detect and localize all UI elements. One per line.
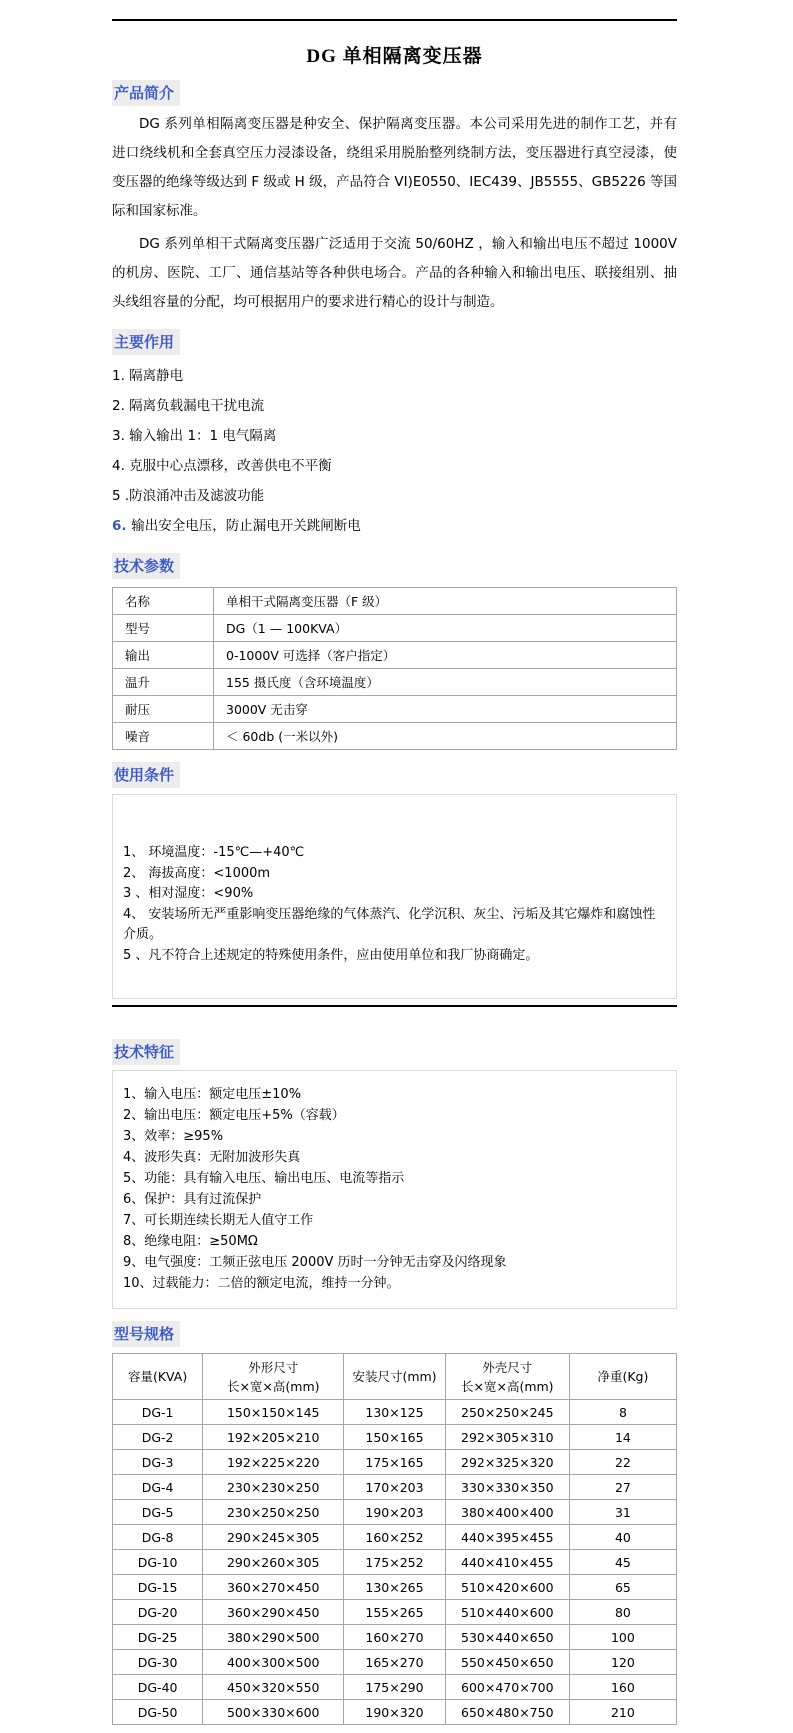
model-cell: 292×305×310 [445,1425,569,1450]
model-row [113,1650,677,1675]
feature-item: 4、波形失真：无附加波形失真 [123,1150,301,1165]
function-item [112,421,677,451]
models-header-shell-line2: 长×宽×高(mm) [461,1378,554,1394]
feature-item: 5、功能：具有输入电压、输出电压、电流等指示 [123,1171,405,1186]
model-cell: 290×260×305 [203,1550,344,1575]
function-item-text: 输出安全电压，防止漏电开关跳闸断电 [131,518,361,534]
tech-param-row [113,669,677,696]
models-header-outline-line2: 长×宽×高(mm) [226,1378,320,1394]
model-name-cell: DG-4 [113,1475,203,1500]
tech-param-value: DG（1 — 100KVA） [214,615,677,642]
model-name-cell: DG-20 [113,1600,203,1625]
model-cell: 175×165 [344,1450,446,1475]
model-cell: 400×300×500 [203,1650,344,1675]
tech-param-label: 温升 [113,669,214,696]
model-cell: 600×470×700 [445,1675,569,1700]
page-title: DG 单相隔离变压器 [306,46,483,67]
model-cell: 192×225×220 [203,1450,344,1475]
model-cell: 160×252 [344,1525,446,1550]
model-row [113,1475,677,1500]
function-item-number: 6. [112,518,132,534]
tech-param-label: 耐压 [113,696,214,723]
model-name-cell: DG-1 [113,1400,203,1425]
condition-item: 3 、相对湿度：<90% [123,886,254,901]
feature-item: 3、效率：≥95% [123,1129,224,1144]
model-cell: 130×125 [344,1400,446,1425]
feature-item: 1、输入电压：额定电压±10% [123,1087,302,1102]
function-item-text: 防浪涌冲击及滤波功能 [129,488,265,504]
function-item-text: 隔离负载漏电干扰电流 [129,398,265,414]
document-content [112,19,677,1733]
model-cell: 120 [569,1650,676,1675]
conditions-box [112,794,677,999]
model-row [113,1525,677,1550]
model-cell: 165×270 [344,1650,446,1675]
model-name-cell: DG-5 [113,1500,203,1525]
model-cell: 440×410×455 [445,1550,569,1575]
model-cell: 8 [569,1400,676,1425]
intro-paragraph-2: DG 系列单相干式隔离变压器广泛适用于交流 50/60HZ ，输入和输出电压不超过 1000V 的机房、医院、工厂、通信基站等各种供电场合。产品的各种输入和输出电压、联接组别、抽头线组容量的分配，均可根据用户的要求进行精心的设计与制造。 [112,236,677,310]
model-row [113,1500,677,1525]
section-heading-intro: 产品简介 [112,80,180,106]
model-cell: 360×290×450 [203,1600,344,1625]
functions-list [112,361,677,541]
models-header-weight: 净重(Kg) [569,1354,676,1400]
model-cell: 190×203 [344,1500,446,1525]
tech-param-value: 155 摄氏度（含环境温度） [214,669,677,696]
models-header-shell-line1: 外壳尺寸 [482,1359,533,1375]
model-name-cell: DG-8 [113,1525,203,1550]
model-cell: 380×400×400 [445,1500,569,1525]
models-header-row [113,1354,677,1400]
tech-param-value: 单相干式隔离变压器（F 级） [214,588,677,615]
model-cell: 170×203 [344,1475,446,1500]
condition-item: 2、 海拔高度：<1000m [123,865,271,881]
model-cell: 292×325×320 [445,1450,569,1475]
feature-item: 7、可长期连续长期无人值守工作 [123,1213,314,1228]
function-item-text: 克服中心点漂移，改善供电不平衡 [129,458,332,474]
model-cell: 14 [569,1425,676,1450]
models-header-install: 安装尺寸(mm) [344,1354,446,1400]
function-item [112,391,677,421]
function-item [112,511,677,541]
model-name-cell: DG-10 [113,1550,203,1575]
model-cell: 650×480×750 [445,1700,569,1725]
models-table-body [113,1400,677,1725]
tech-params-table [112,587,677,750]
bottom-spacer [112,1725,677,1733]
model-name-cell: DG-40 [113,1675,203,1700]
section-heading-models: 型号规格 [112,1321,180,1347]
model-cell: 22 [569,1450,676,1475]
model-name-cell: DG-50 [113,1700,203,1725]
middle-divider [112,1005,677,1007]
model-cell: 230×250×250 [203,1500,344,1525]
function-item-number: 4. [112,458,130,474]
model-cell: 100 [569,1625,676,1650]
model-name-cell: DG-25 [113,1625,203,1650]
model-cell: 230×230×250 [203,1475,344,1500]
feature-item: 10、过载能力：二倍的额定电流，维持一分钟。 [123,1276,400,1291]
feature-item: 6、保护：具有过流保护 [123,1192,262,1207]
function-item-number: 2. [112,398,130,414]
model-cell: 45 [569,1550,676,1575]
intro-paragraph-1: DG 系列单相隔离变压器是种安全、保护隔离变压器。本公司采用先进的制作工艺，并有进口绕线机和全套真空压力浸漆设备，绕组采用脱胎整列绕制方法，变压器进行真空浸漆，使变压器的绝缘等级达到 F 级或 H 级，产品符合 VI)E0550、IEC439、JB5555、GB5226 等国际和国家标准。 [112,116,677,219]
model-name-cell: DG-30 [113,1650,203,1675]
tech-param-row [113,723,677,750]
function-item-number: 1. [112,368,130,384]
tech-param-value: 3000V 无击穿 [214,696,677,723]
function-item-text: 输入输出 1：1 电气隔离 [129,428,277,444]
function-item-text: 隔离静电 [129,368,184,384]
feature-item: 2、输出电压：额定电压+5%（容载） [123,1108,345,1123]
model-cell: 175×252 [344,1550,446,1575]
model-cell: 31 [569,1500,676,1525]
model-cell: 550×450×650 [445,1650,569,1675]
section-heading-conditions: 使用条件 [112,762,180,788]
model-row [113,1575,677,1600]
tech-param-row [113,696,677,723]
model-cell: 150×150×145 [203,1400,344,1425]
section-heading-functions: 主要作用 [112,329,180,355]
model-name-cell: DG-2 [113,1425,203,1450]
model-cell: 27 [569,1475,676,1500]
model-cell: 210 [569,1700,676,1725]
model-cell: 440×395×455 [445,1525,569,1550]
model-cell: 450×320×550 [203,1675,344,1700]
condition-item: 5 、凡不符合上述规定的特殊使用条件，应由使用单位和我厂协商确定。 [123,947,539,963]
function-item [112,451,677,481]
models-header-outline [203,1354,344,1400]
model-cell: 250×250×245 [445,1400,569,1425]
tech-param-label: 名称 [113,588,214,615]
model-row [113,1550,677,1575]
model-cell: 510×420×600 [445,1575,569,1600]
models-header-outline-line1: 外形尺寸 [248,1359,299,1375]
model-cell: 500×330×600 [203,1700,344,1725]
function-item-number: 3. [112,428,130,444]
model-cell: 510×440×600 [445,1600,569,1625]
feature-item: 8、绝缘电阻：≥50MΩ [123,1234,258,1249]
model-row [113,1425,677,1450]
model-cell: 40 [569,1525,676,1550]
model-cell: 290×245×305 [203,1525,344,1550]
model-cell: 130×265 [344,1575,446,1600]
model-row [113,1625,677,1650]
model-row [113,1450,677,1475]
models-header-shell [445,1354,569,1400]
features-box [112,1070,677,1309]
tech-param-value: 0-1000V 可选择（客户指定） [214,642,677,669]
model-name-cell: DG-15 [113,1575,203,1600]
model-cell: 360×270×450 [203,1575,344,1600]
function-item-number: 5 . [112,488,130,504]
model-row [113,1400,677,1425]
condition-item: 4、 安装场所无严重影响变压器绝缘的气体蒸汽、化学沉积、灰尘、污垢及其它爆炸和腐蚀性介质。 [123,906,656,942]
top-divider [112,19,677,21]
function-item [112,481,677,511]
model-cell: 80 [569,1600,676,1625]
model-cell: 160×270 [344,1625,446,1650]
model-row [113,1675,677,1700]
model-cell: 330×330×350 [445,1475,569,1500]
function-item [112,361,677,391]
model-row [113,1700,677,1725]
section-heading-tech-params: 技术参数 [112,553,180,579]
model-cell: 530×440×650 [445,1625,569,1650]
model-name-cell: DG-3 [113,1450,203,1475]
feature-item: 9、电气强度：工频正弦电压 2000V 历时一分钟无击穿及闪络现象 [123,1255,507,1270]
tech-param-label: 型号 [113,615,214,642]
model-cell: 175×290 [344,1675,446,1700]
model-cell: 192×205×210 [203,1425,344,1450]
model-cell: 190×320 [344,1700,446,1725]
tech-param-value: ＜ 60db (一米以外) [214,723,677,750]
model-row [113,1600,677,1625]
model-cell: 380×290×500 [203,1625,344,1650]
model-cell: 155×265 [344,1600,446,1625]
tech-param-label: 噪音 [113,723,214,750]
section-heading-features: 技术特征 [112,1039,180,1065]
condition-item: 1、 环境温度：-15℃—+40℃ [123,845,305,860]
models-header-capacity: 容量(KVA) [113,1354,203,1400]
tech-param-label: 输出 [113,642,214,669]
model-cell: 150×165 [344,1425,446,1450]
tech-param-row [113,642,677,669]
model-cell: 160 [569,1675,676,1700]
tech-param-row [113,615,677,642]
models-table [112,1353,677,1725]
tech-param-row [113,588,677,615]
model-cell: 65 [569,1575,676,1600]
tech-params-table-body [113,588,677,750]
